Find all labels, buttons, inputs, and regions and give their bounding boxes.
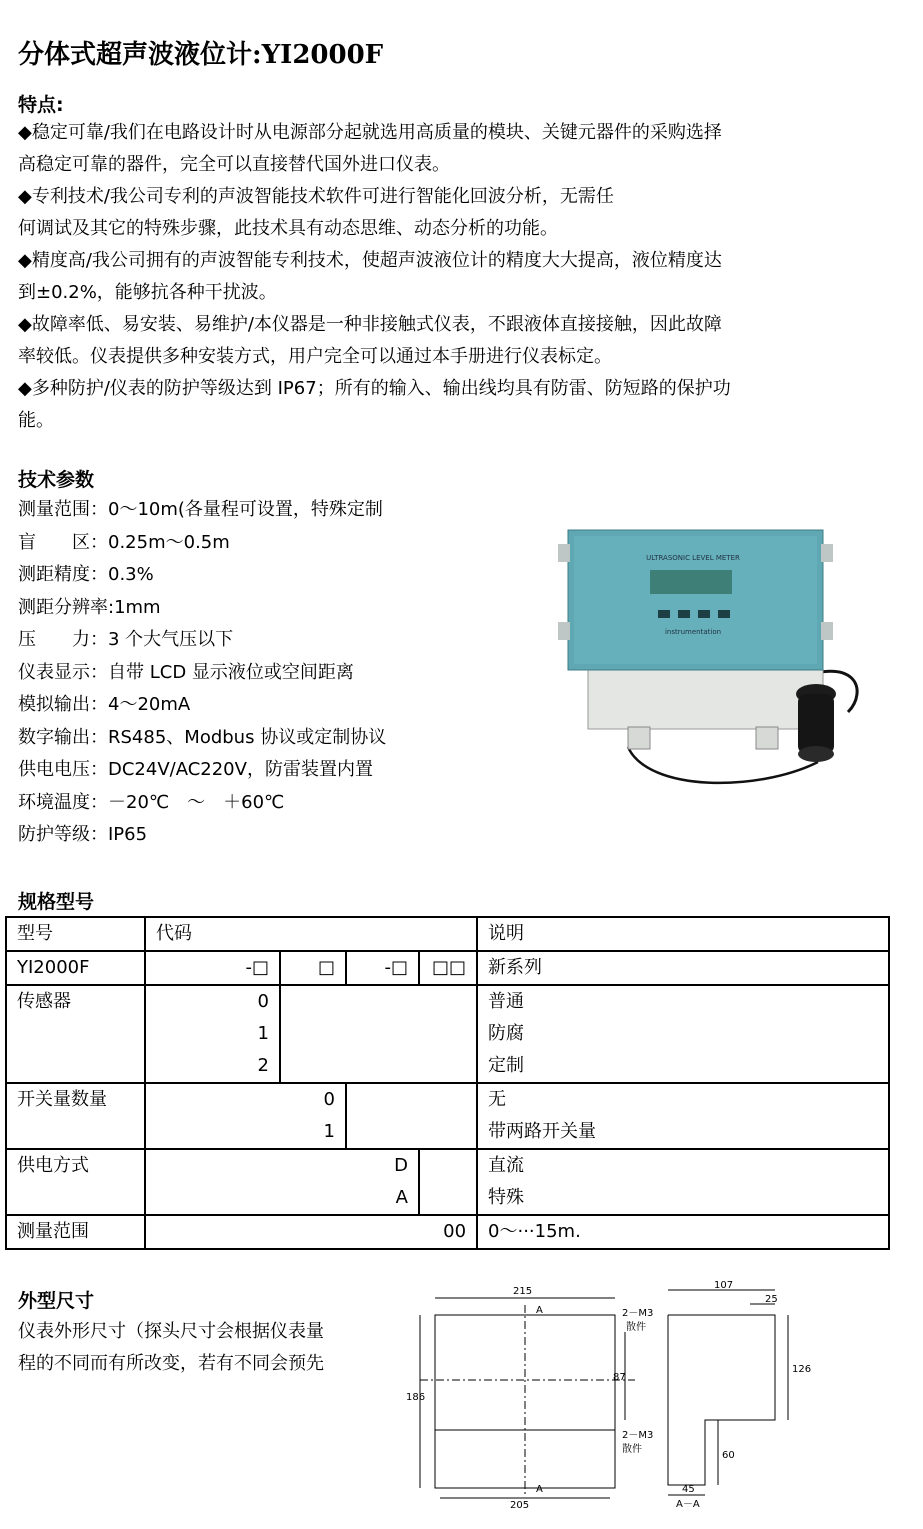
dim-45: 45 [682, 1484, 695, 1495]
features-heading: 特点: [18, 94, 64, 116]
dim-126: 126 [792, 1364, 812, 1375]
table-row [6, 1149, 889, 1182]
code-cell: 2 [145, 1050, 280, 1083]
brand-label: instrumentation [664, 628, 722, 636]
dimensions-text [18, 1316, 396, 1380]
dimension-drawing [406, 1280, 885, 1511]
spec-row: 仪表显示：自带 LCD 显示液位或空间距离 [18, 661, 354, 683]
dimensions-line: 程的不同而有所改变，若有不同会预先 [18, 1353, 324, 1374]
table-row [6, 951, 889, 985]
dim-25: 25 [765, 1294, 778, 1305]
desc-cell: 带两路开关量 [477, 1116, 889, 1149]
spec-row: 防护等级：IP65 [18, 824, 148, 845]
model-heading: 规格型号 [18, 891, 95, 913]
code-cell: 1 [145, 1018, 280, 1050]
feature-line: ◆稳定可靠/我们在电路设计时从电源部分起就选用高质量的模块、关键元器件的采购选择 [18, 122, 722, 143]
feature-line: ◆精度高/我公司拥有的声波智能专利技术，使超声波液位计的精度大大提高，液位精度达 [18, 250, 722, 271]
feature-line: ◆专利技术/我公司专利的声波智能技术软件可进行智能化回波分析，无需任 [18, 186, 614, 207]
spec-row: 盲 区：0.25m～0.5m [18, 531, 230, 553]
feature-line: 到±0.2%，能够抗各种干扰波。 [18, 282, 277, 303]
specs-list [18, 494, 438, 852]
panel-label: ULTRASONIC LEVEL METER [646, 554, 740, 562]
sensor-label: 传感器 [6, 985, 145, 1083]
code-cell: □ [280, 951, 346, 985]
header-desc: 说明 [477, 917, 889, 951]
desc-cell: 直流 [477, 1149, 889, 1182]
desc-cell: 特殊 [477, 1182, 889, 1215]
code-cell: 0 [145, 1083, 346, 1116]
product-photo [558, 522, 858, 797]
section-a-top: A [536, 1305, 543, 1316]
power-label: 供电方式 [6, 1149, 145, 1215]
feature-line: 何调试及其它的特殊步骤，此技术具有动态思维、动态分析的功能。 [18, 218, 558, 239]
spec-row: 测距精度：0.3% [18, 564, 154, 585]
feature-line: ◆多种防护/仪表的防护等级达到 IP67；所有的输入、输出线均具有防雷、防短路的保护功 [18, 378, 731, 399]
spec-row: 测距分辨率:1mm [18, 596, 161, 618]
section-label: A－A [676, 1499, 700, 1510]
dimensions-heading: 外型尺寸 [18, 1290, 95, 1312]
dim-215: 215 [513, 1286, 533, 1297]
desc-cell: 防腐 [477, 1018, 889, 1050]
feature-line: ◆故障率低、易安装、易维护/本仪器是一种非接触式仪表，不跟液体直接接触，因此故障 [18, 314, 722, 335]
table-row [6, 985, 889, 1018]
spec-row: 供电电压：DC24V/AC220V，防雷装置内置 [18, 759, 373, 780]
screw-label-bottom: 2－M3 [622, 1430, 654, 1441]
spec-row: 环境温度：－20℃ ～ ＋60℃ [18, 791, 285, 813]
dimensions-line: 仪表外形尺寸（探头尺寸会根据仪表量 [18, 1321, 324, 1342]
header-model: 型号 [6, 917, 145, 951]
code-cell: 0 [145, 985, 280, 1018]
code-cell: D [145, 1149, 419, 1182]
dim-60: 60 [722, 1450, 735, 1461]
section-a-bottom: A [536, 1484, 543, 1495]
dim-186: 186 [406, 1392, 426, 1403]
switch-label: 开关量数量 [6, 1083, 145, 1149]
model-table [5, 916, 890, 1250]
code-cell: -□ [346, 951, 419, 985]
spec-row: 模拟输出：4～20mA [18, 694, 191, 715]
code-cell: □□ [419, 951, 477, 985]
base-desc: 新系列 [477, 951, 889, 985]
desc-cell: 0～···15m. [477, 1215, 889, 1249]
code-cell: 00 [145, 1215, 477, 1249]
spec-row: 测量范围：0～10m(各量程可设置，特殊定制 [18, 499, 383, 520]
desc-cell: 普通 [477, 985, 889, 1018]
table-row [6, 1215, 889, 1249]
code-cell: 1 [145, 1116, 346, 1149]
dim-205: 205 [510, 1500, 530, 1511]
code-cell: A [145, 1182, 419, 1215]
feature-line: 率较低。仪表提供多种安装方式，用户完全可以通过本手册进行仪表标定。 [18, 346, 612, 367]
dim-107: 107 [714, 1280, 734, 1291]
feature-line: 能。 [18, 410, 54, 431]
dim-87: 87 [613, 1372, 626, 1383]
desc-cell: 定制 [477, 1050, 889, 1083]
spec-row: 压 力：3 个大气压以下 [18, 629, 234, 650]
table-row [6, 1083, 889, 1116]
screw-label-top: 2－M3 [622, 1308, 654, 1319]
base-model: YI2000F [6, 951, 145, 985]
specs-heading: 技术参数 [18, 469, 95, 491]
range-label: 测量范围 [6, 1215, 145, 1249]
feature-line: 高稳定可靠的器件，完全可以直接替代国外进口仪表。 [18, 154, 450, 175]
header-code: 代码 [145, 917, 477, 951]
loose-label-bottom: 散件 [622, 1444, 642, 1455]
page-title: 分体式超声波液位计:YI2000F [18, 40, 384, 70]
code-cell: -□ [145, 951, 280, 985]
features-list [18, 117, 888, 437]
loose-label-top: 散件 [626, 1322, 646, 1333]
table-row [6, 917, 889, 951]
spec-row: 数字输出：RS485、Modbus 协议或定制协议 [18, 726, 387, 748]
desc-cell: 无 [477, 1083, 889, 1116]
